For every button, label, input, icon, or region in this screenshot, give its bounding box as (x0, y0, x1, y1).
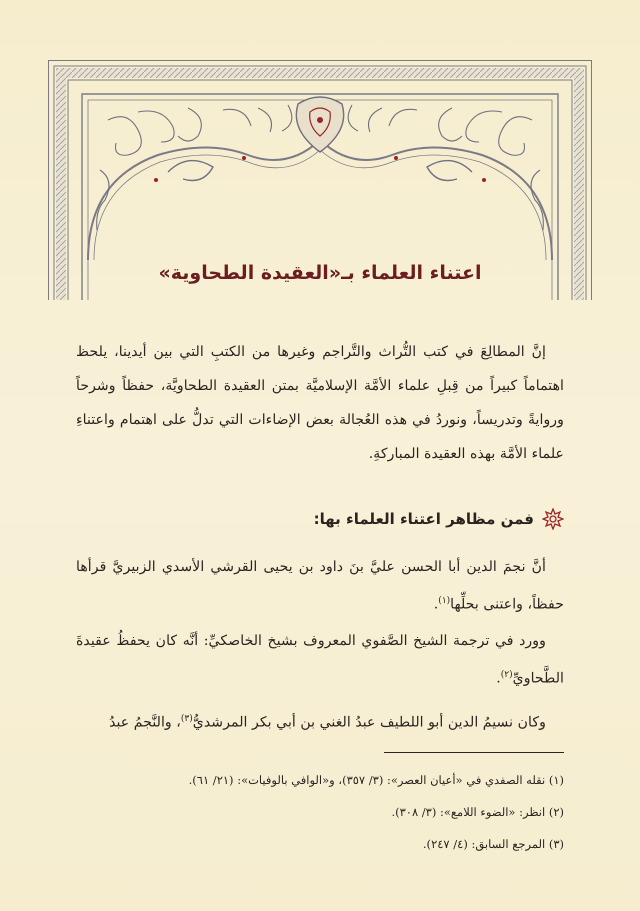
paragraph-safawi (76, 624, 564, 696)
page-title (0, 262, 640, 284)
paragraph-nasim (76, 702, 564, 740)
ornament-flower-icon (542, 508, 564, 530)
footnote-ref-1[interactable]: (١) (438, 596, 451, 606)
paragraph-intro (76, 335, 564, 471)
footnote-divider (384, 752, 564, 753)
footnote-ref-2[interactable]: (٢) (500, 670, 513, 680)
title-book-name: «العقيدة الطحاوية» (158, 262, 342, 284)
paragraph-safawi-end: . (496, 670, 501, 687)
footnotes (76, 764, 564, 860)
footnote-3: (٣) المرجع السابق: (٤/ ٢٤٧). (422, 837, 564, 851)
section-heading-text: فمن مظاهر اعتناء العلماء بها: (313, 510, 534, 528)
paragraph-najm-text: أنَّ نجمَ الدين أبا الحسن عليَّ بنَ داود بن يحيى القرشي الأسدي الزبيريَّ قرأها حفظاً، واعتنى بحلِّها (76, 559, 564, 613)
paragraph-nasim-text: وكان نسيمُ الدين أبو اللطيف عبدُ الغني بن أبي بكر المرشديُّ (192, 714, 546, 731)
footnote-1: (١) نقله الصفدي في «أعيان العصر»: (٣/ ٣٥٧)، و«الوافي بالوفيات»: (٢١/ ٦١). (188, 773, 564, 787)
paragraph-intro-text: إنَّ المطالِعَ في كتب التُّراث والتَّراجم وغيرها من الكتبِ التي بين أيدينا، يلحظ اهتماماً كبيراً من قِبلِ علماء الأمَّة الإسلاميَّة بمتن العقيدة الطحاويَّة، حفظاً وشرحاً وروايةً وتدريساً، ونوردُ في هذه العُجالة بعض الإضاءات التي تدلُّ على اهتمام واعتناءِ علماء الأمَّة بهذه العقيدة المباركةِ. (76, 344, 564, 462)
footnote-2: (٢) انظر: «الضوء اللامع»: (٣/ ٣٠٨). (391, 805, 564, 819)
section-heading (314, 508, 564, 530)
footnote-ref-3[interactable]: (٣) (180, 714, 193, 724)
paragraph-najm (76, 550, 564, 622)
title-prefix: اعتناء العلماء بـ (341, 262, 482, 284)
paragraph-nasim-end: ، والنَّجمُ عبدُ (109, 714, 181, 731)
paragraph-safawi-text: وورد في ترجمة الشيخ الصَّفوي المعروف بشيخ الخاصكيِّ: أنَّه كان يحفظُ عقيدةَ الطَّحاويِّ (76, 633, 564, 687)
paragraph-najm-end: . (433, 596, 439, 613)
